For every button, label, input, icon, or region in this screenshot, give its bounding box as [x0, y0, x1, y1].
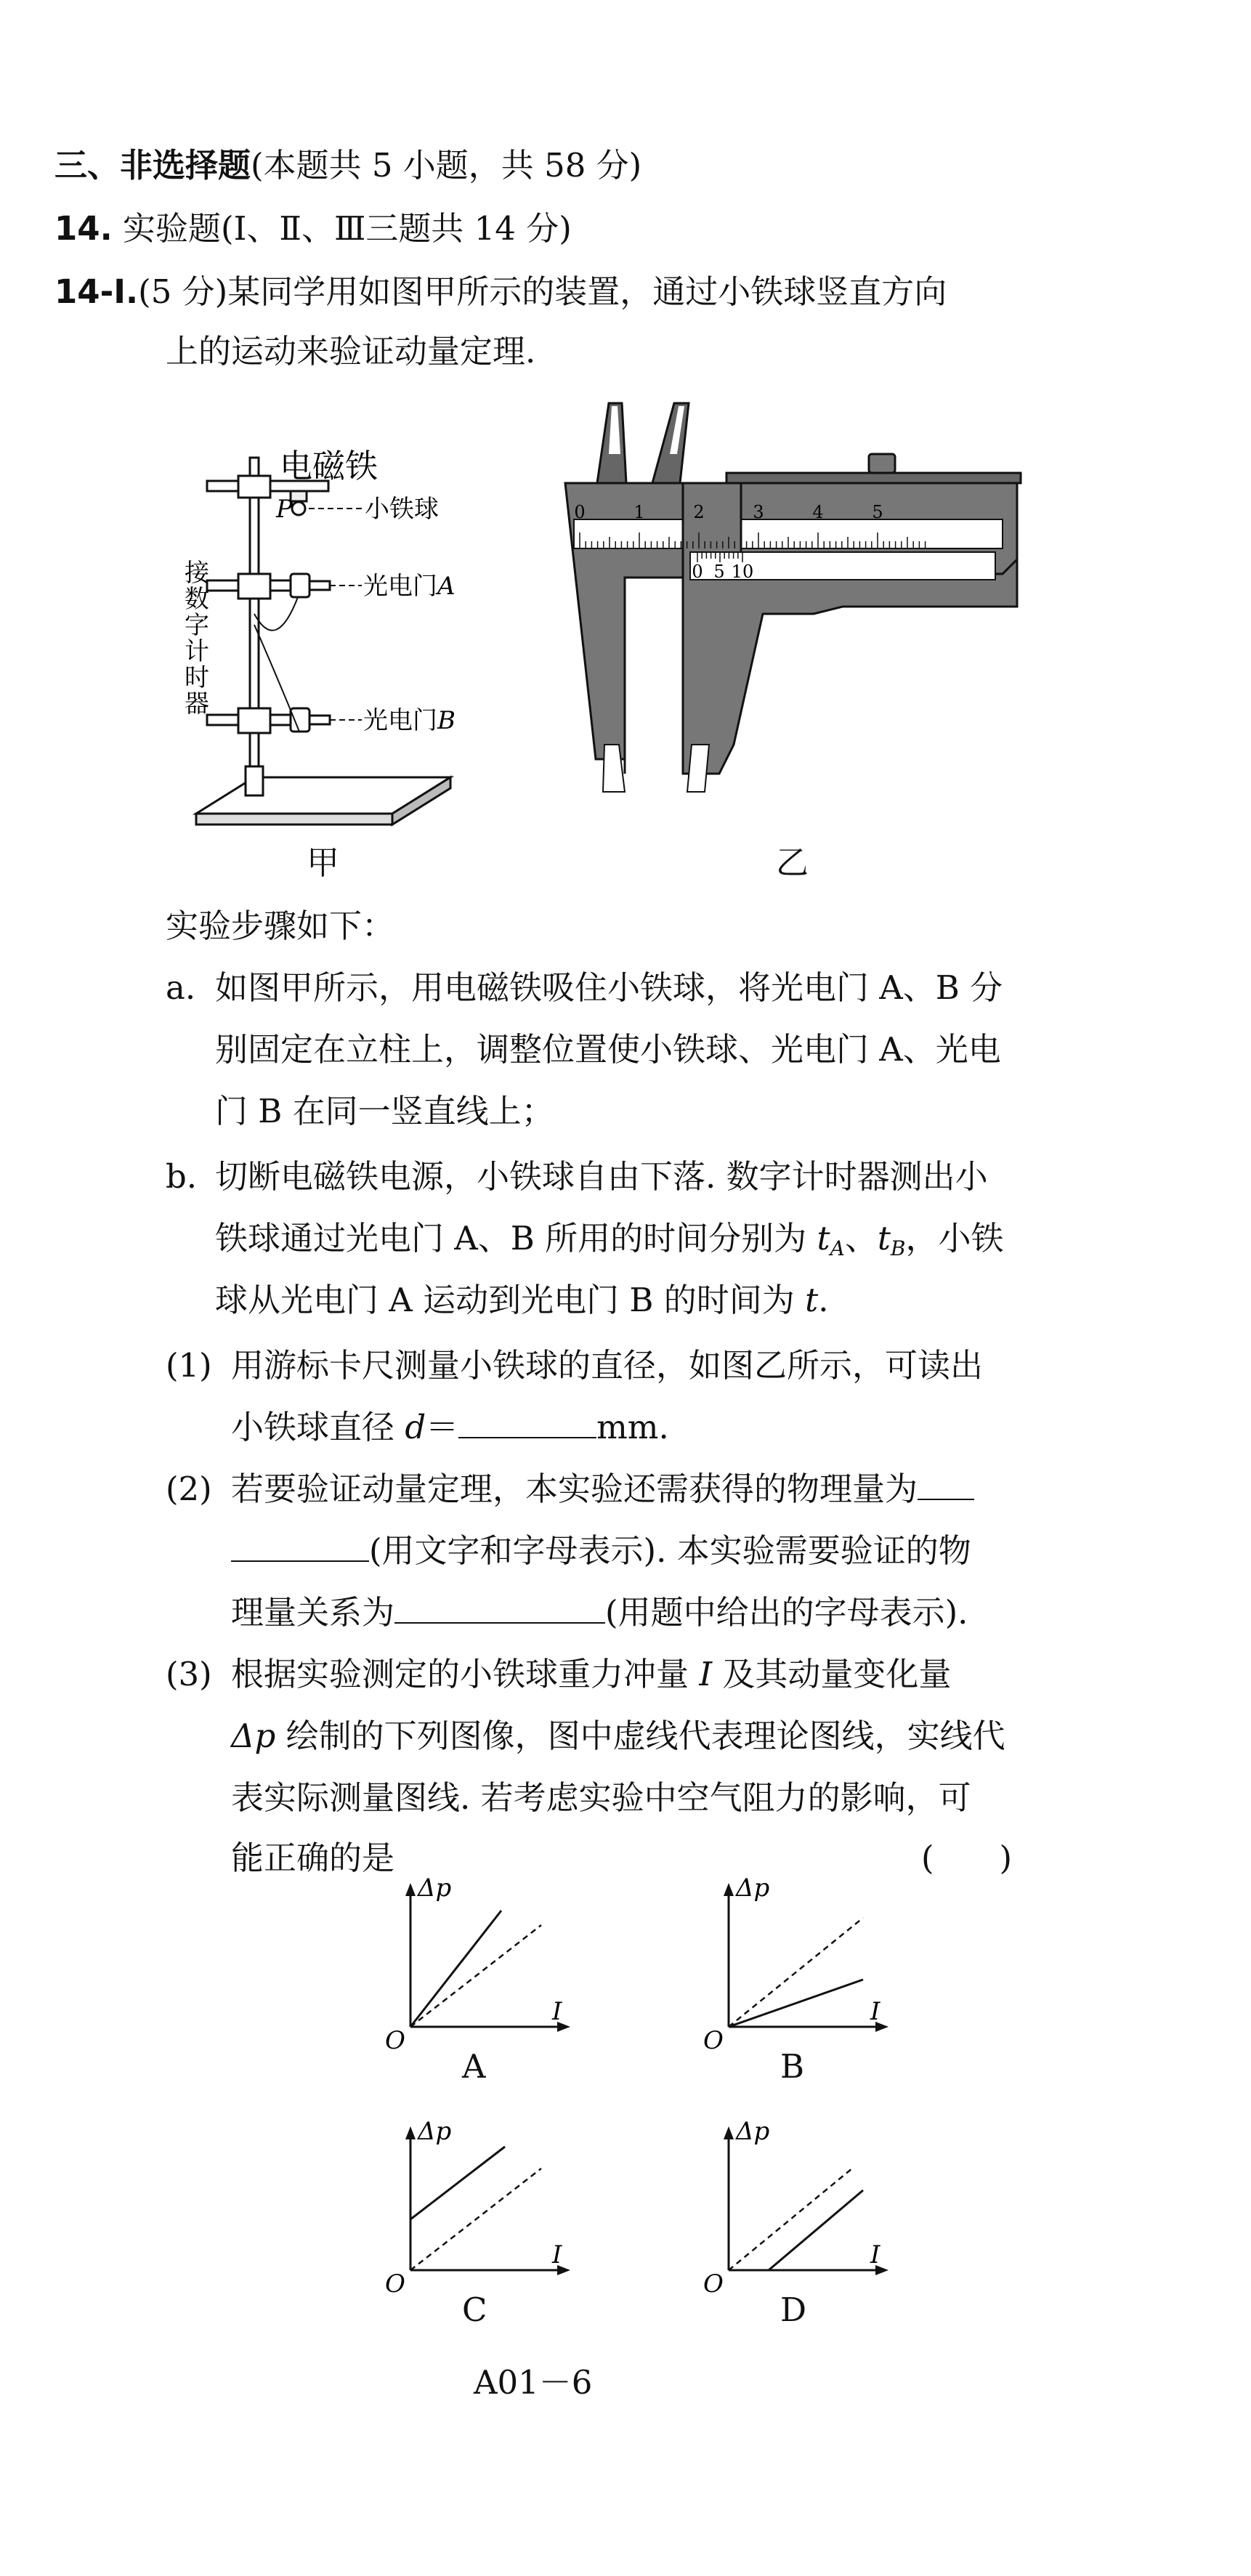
var-d: d: [405, 1408, 426, 1446]
option-c[interactable]: C: [462, 2291, 487, 2329]
q14-text: 实验题(Ⅰ、Ⅱ、Ⅲ三题共 14 分): [123, 209, 572, 248]
q1-line2: [231, 1406, 669, 1449]
unit-mm: mm.: [596, 1408, 669, 1446]
step-a-label: a.: [166, 968, 196, 1007]
main-tick-label: 0: [574, 502, 586, 522]
var-t: t: [877, 1219, 891, 1257]
answer-blank-d[interactable]: [458, 1408, 596, 1438]
vernier-tick-label: 5: [713, 562, 725, 582]
q3-line1-pre: 根据实验测定的小铁球重力冲量: [231, 1655, 700, 1693]
step-b-line3-post: .: [818, 1281, 829, 1319]
answer-blank-relation[interactable]: [394, 1593, 605, 1624]
measured-line: [410, 1911, 501, 2027]
label-gate-a: [363, 572, 456, 601]
caption-jia: 甲: [307, 843, 340, 882]
y-axis-label: Δp: [736, 2118, 770, 2146]
label-timer-char: 计: [185, 637, 209, 666]
label-timer-char: 字: [185, 611, 209, 640]
figure-jia: [174, 436, 509, 872]
theory-line: [729, 2168, 852, 2270]
figure-yi: [552, 396, 1032, 846]
main-tick-label: 3: [753, 502, 764, 522]
var-t: t: [805, 1281, 819, 1319]
step-b-label: b.: [166, 1157, 198, 1196]
main-tick-label: 1: [633, 502, 645, 522]
label-electromagnet: 电磁铁: [280, 447, 378, 485]
answer-blank-quantity-cont[interactable]: [231, 1531, 369, 1562]
option-d[interactable]: D: [780, 2291, 807, 2329]
photogate-b-icon: [291, 708, 309, 732]
q3-label: (3): [166, 1655, 212, 1693]
main-tick-label: 5: [872, 502, 883, 522]
y-axis-label: Δp: [736, 1874, 770, 1903]
x-axis-label: I: [870, 1997, 880, 2026]
label-ball: 小铁球: [365, 495, 439, 524]
var-t: t: [817, 1219, 830, 1257]
measured-line: [769, 2190, 863, 2270]
caption-yi: 乙: [776, 843, 809, 882]
q14-number: 14.: [54, 209, 113, 248]
y-axis-label: Δp: [418, 2118, 452, 2146]
section-note: (本题共 5 小题，共 58 分): [251, 146, 642, 185]
graph-b[interactable]: [696, 1874, 914, 2078]
section-header: [54, 144, 641, 187]
q2-line3-pre: 理量关系为: [231, 1593, 395, 1632]
origin-label: O: [703, 2026, 724, 2055]
label-gate-b-letter: B: [437, 706, 456, 735]
label-timer-char: 数: [185, 585, 209, 614]
x-axis-label: I: [552, 2240, 562, 2269]
origin-label: O: [385, 2026, 405, 2055]
clamp-top: [238, 476, 270, 498]
q1-label: (1): [166, 1346, 212, 1385]
q2-label: (2): [166, 1470, 212, 1508]
x-axis-label: I: [552, 1997, 562, 2026]
answer-bracket[interactable]: ( ): [921, 1839, 1013, 1877]
q2-line2: [231, 1529, 971, 1573]
label-timer-char: 器: [185, 689, 209, 718]
step-b-line3: [215, 1279, 829, 1322]
label-p: P: [276, 495, 293, 524]
label-gate-a-text: 光电门: [363, 572, 437, 601]
theory-line: [410, 2168, 541, 2270]
q2-line1: [231, 1467, 974, 1511]
q3-line2-post: 绘制的下列图像，图中虚线代表理论图线，实线代: [275, 1717, 1005, 1755]
caliper-upper-jaw-moving: [652, 403, 689, 483]
q14-1-intro-1: (5 分)某同学用如图甲所示的装置，通过小铁球竖直方向: [138, 272, 947, 311]
q14-1-number: 14-Ⅰ.: [54, 272, 139, 311]
step-a-line3: 门 B 在同一竖直线上；: [215, 1092, 554, 1130]
label-timer: [185, 559, 210, 718]
option-b[interactable]: B: [780, 2047, 805, 2086]
option-a[interactable]: A: [462, 2047, 486, 2086]
iron-ball-icon: [292, 502, 305, 515]
q2-line1-text: 若要验证动量定理，本实验还需获得的物理量为: [231, 1470, 918, 1508]
q1-line1: 用游标卡尺测量小铁球的直径，如图乙所示，可读出: [231, 1346, 984, 1385]
label-gate-b: [363, 706, 456, 735]
q2-line3: [231, 1591, 968, 1635]
q2-line2-text: (用文字和字母表示). 本实验需要验证的物: [369, 1531, 971, 1570]
main-tick-label: 4: [812, 502, 824, 522]
step-b-line2-pre: 铁球通过光电门 A、B 所用的时间分别为: [215, 1219, 817, 1257]
var-dp: Δp: [231, 1717, 276, 1755]
theory-line: [729, 1918, 863, 2027]
graph-a[interactable]: [378, 1874, 596, 2078]
clamp-a: [238, 574, 270, 599]
sep: 、: [844, 1219, 878, 1257]
q14-1-line1: [54, 270, 947, 314]
step-b-line3-pre: 球从光电门 A 运动到光电门 B 的时间为: [215, 1281, 806, 1319]
label-gate-b-text: 光电门: [363, 706, 437, 735]
q2-line3-post: (用题中给出的字母表示).: [605, 1593, 968, 1632]
step-b-line1: 切断电磁铁电源，小铁球自由下落. 数字计时器测出小: [215, 1157, 988, 1196]
photogate-a-icon: [291, 574, 309, 597]
clamp-b: [238, 708, 270, 733]
q1-line2-pre: 小铁球直径: [231, 1408, 405, 1446]
steps-heading: 实验步骤如下：: [166, 907, 395, 945]
caliper-knob: [869, 454, 895, 473]
origin-label: O: [703, 2269, 724, 2298]
measured-line: [729, 1980, 863, 2027]
step-b-line2-post: ，小铁: [905, 1219, 1004, 1257]
theory-line: [410, 1925, 541, 2027]
q3-line1: [231, 1653, 951, 1696]
answer-blank-quantity[interactable]: [918, 1470, 974, 1500]
var-i: I: [699, 1655, 713, 1693]
step-a-line1: 如图甲所示，用电磁铁吸住小铁球，将光电门 A、B 分: [215, 968, 1003, 1007]
page-code: A01－6: [474, 2363, 593, 2402]
sub-b: B: [890, 1236, 906, 1260]
label-timer-char: 接: [185, 559, 209, 588]
main-tick-label: 2: [693, 502, 705, 522]
label-gate-a-letter: A: [437, 572, 456, 601]
vernier-tick-label: 0: [692, 562, 703, 582]
sub-a: A: [830, 1236, 845, 1260]
q14-line: [54, 207, 572, 251]
step-b-line2: [215, 1217, 1004, 1271]
base-plate-edge: [196, 814, 392, 825]
section-title: 三、非选择题: [54, 146, 251, 185]
vernier-tick-label: 10: [731, 562, 754, 582]
q3-line2: [231, 1714, 1005, 1758]
q14-1-intro-2: 上的运动来验证动量定理.: [166, 332, 536, 370]
label-timer-char: 时: [185, 663, 209, 692]
y-axis-label: Δp: [418, 1874, 452, 1903]
origin-label: O: [385, 2269, 405, 2298]
q3-line3: 表实际测量图线. 若考虑实验中空气阻力的影响，可: [231, 1778, 971, 1817]
x-axis-label: I: [870, 2240, 880, 2269]
q3-line1-post: 及其动量变化量: [712, 1655, 952, 1693]
measured-line: [410, 2147, 505, 2219]
q3-line4: 能正确的是: [231, 1839, 395, 1877]
eq-sign: ＝: [426, 1408, 459, 1446]
step-a-line2: 别固定在立柱上，调整位置使小铁球、光电门 A、光电: [215, 1030, 1001, 1069]
